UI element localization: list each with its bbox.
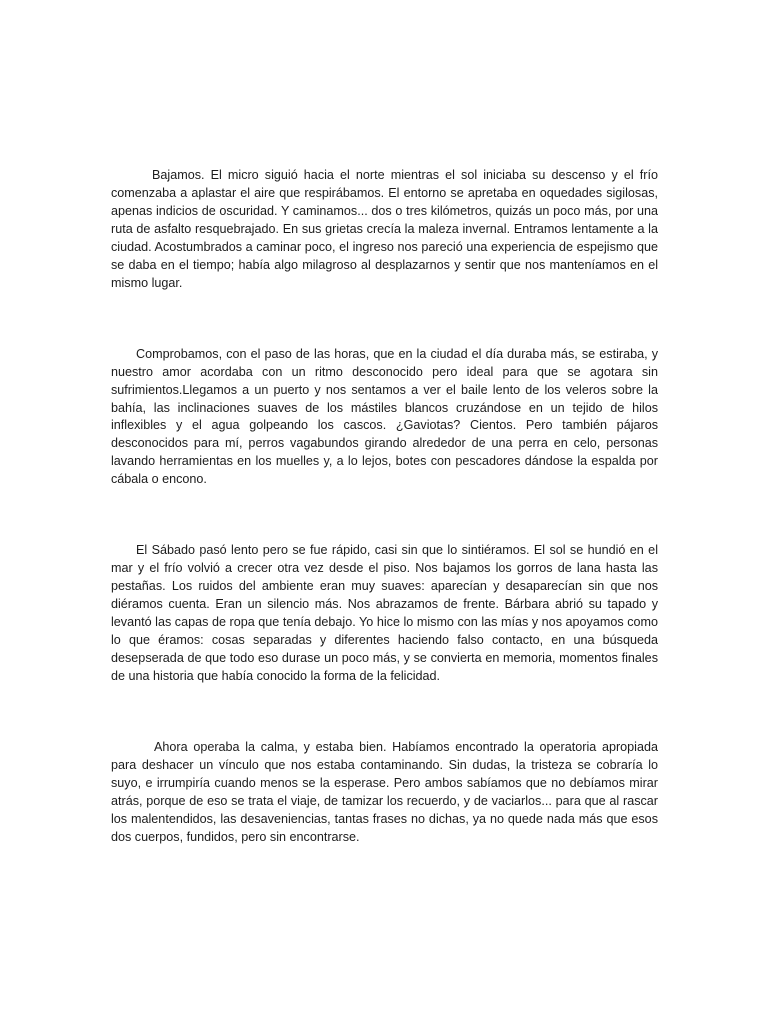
- paragraph-1: Bajamos. El micro siguió hacia el norte mientras el sol iniciaba su descenso y el frío comenzaba a aplastar el aire que respirábamos. El entorno se apretaba en oquedades sigilosas, apenas indicios de oscuridad. Y caminamos... dos o tres kilómetros, quizás un poco más, por una ruta de asfalto resquebrajado. En sus grietas crecía la maleza invernal. Entramos lentamente a la ciudad. Acostumbrados a caminar poco, el ingreso nos pareció una experiencia de espejismo que se daba en el tiempo; había algo milagroso al desplazarnos y sentir que nos manteníamos en el mismo lugar.: [111, 168, 658, 290]
- document-body: [111, 167, 658, 847]
- paragraph-4: Ahora operaba la calma, y estaba bien. Habíamos encontrado la operatoria apropiada para deshacer un vínculo que nos estaba contaminando. Sin dudas, la tristeza se cobraría lo suyo, e irrumpiría cuando menos se la esperase. Pero ambos sabíamos que no debíamos mirar atrás, porque de eso se trata el viaje, de tamizar los recuerdo, y de vaciarlos... para que al rascar los malentendidos, las desaveniencias, tantas frases no dichas, ya no quede nada más que esos dos cuerpos, fundidos, pero sin encontrarse.: [111, 739, 658, 844]
- paragraph-2: Comprobamos, con el paso de las horas, que en la ciudad el día duraba más, se estiraba, y nuestro amor acordaba con un ritmo desconocido pero ideal para que se agotara sin sufrimientos.Llegamos a un puerto y nos sentamos a ver el baile lento de los veleros sobre la bahía, las inclinaciones suaves de los mástiles blancos cruzándose en un tejido de hilos inflexibles y el agua golpeando los cascos. ¿Gaviotas? Cientos. Pero también pájaros desconocidos para mí, perros vagabundos girando alrededor de una perra en celo, personas lavando herramientas en los muelles y, a lo lejos, botes con pescadores dándose la espalda por cábala o encono.: [111, 346, 658, 487]
- paragraph-3: El Sábado pasó lento pero se fue rápido, casi sin que lo sintiéramos. El sol se hundió en el mar y el frío volvió a crecer otra vez desde el piso. Nos bajamos los gorros de lana hasta las pestañas. Los ruidos del ambiente eran muy suaves: aparecían y desaparecían sin que nos diéramos cuenta. Eran un silencio más. Nos abrazamos de frente. Bárbara abrió su tapado y levantó las capas de ropa que tenía debajo. Yo hice lo mismo con las mías y nos apoyamos como lo que éramos: cosas separadas y diferentes haciendo falso contacto, en una búsqueda desepserada de que todo eso durase un poco más, y se convierta en memoria, momentos finales de una historia que había conocido la forma de la felicidad.: [111, 543, 658, 683]
